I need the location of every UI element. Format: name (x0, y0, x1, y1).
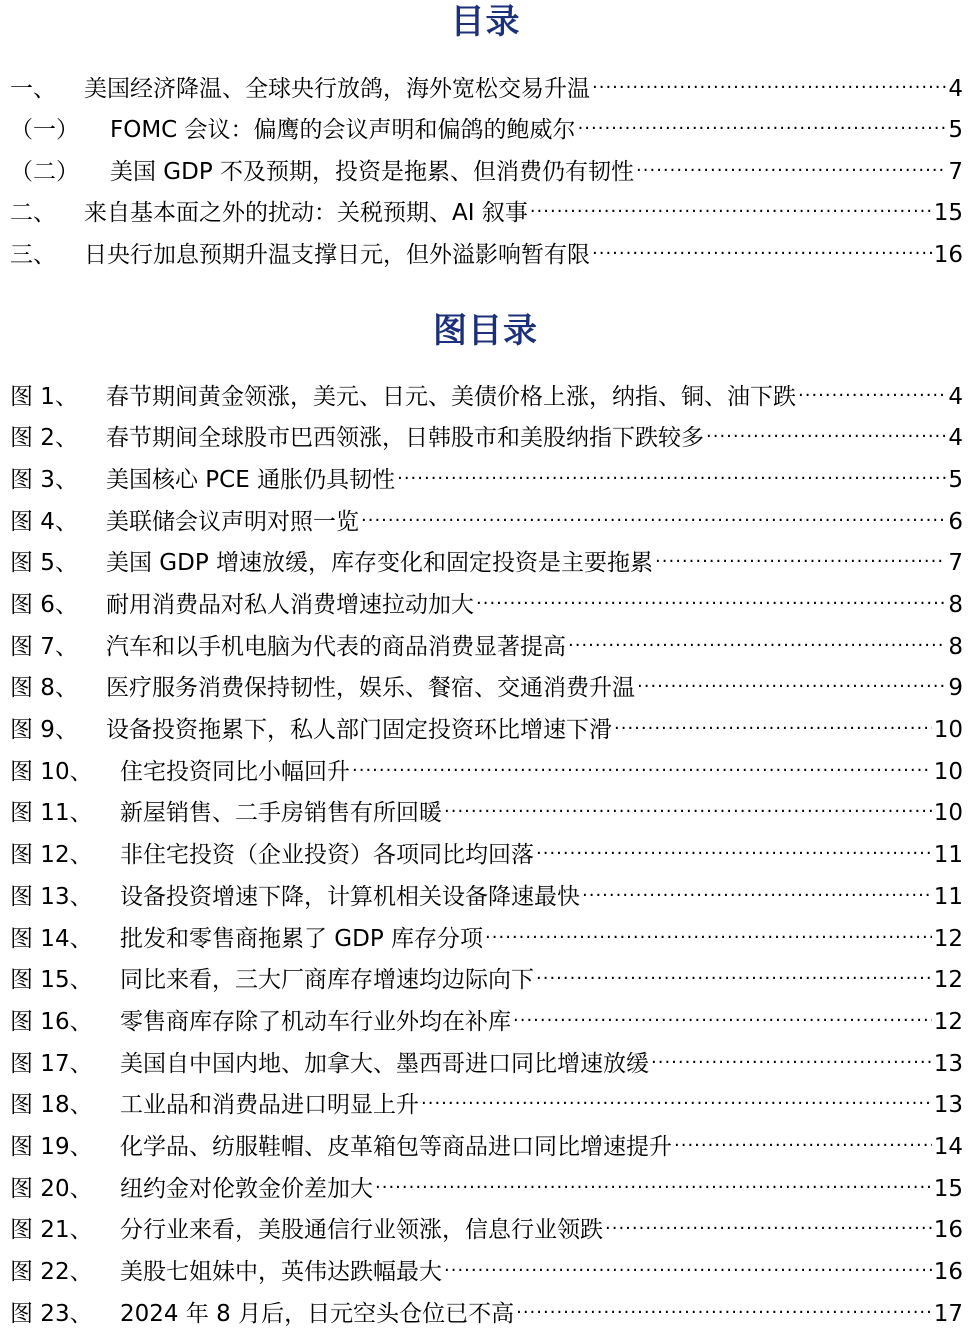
toc-entry-text: FOMC 会议：偏鹰的会议声明和偏鸽的鲍威尔 (110, 117, 576, 144)
toc-entry-text: 美国 GDP 不及预期，投资是拖累、但消费仍有韧性 (110, 158, 635, 185)
dot-leader (637, 654, 946, 696)
figure-entry-page: 16 (933, 1217, 963, 1244)
figure-entry-text: 住宅投资同比小幅回升 (120, 758, 350, 785)
dot-leader (651, 1029, 932, 1071)
figure-entry-text: 化学品、纺服鞋帽、皮革箱包等商品进口同比增速提升 (120, 1133, 672, 1160)
figure-entry-page: 10 (933, 800, 963, 827)
figure-entry-text: 同比来看，三大厂商库存增速均边际向下 (120, 967, 534, 994)
figure-entry-page: 16 (933, 1259, 963, 1286)
dot-leader (444, 779, 932, 821)
figure-list-title: 图目录 (433, 311, 538, 351)
figure-entry-page: 13 (933, 1050, 963, 1077)
dot-leader (513, 987, 932, 1029)
figure-entry-number: 图 23、 (10, 1300, 93, 1327)
toc-entry-text: 美国经济降温、全球央行放鸽，海外宽松交易升温 (84, 75, 590, 102)
figure-entry-page: 10 (933, 717, 963, 744)
figure-entry-text: 耐用消费品对私人消费增速拉动加大 (106, 592, 474, 619)
figure-entry-page: 13 (933, 1092, 963, 1119)
figure-entry-number: 图 22、 (10, 1259, 93, 1286)
figure-entry-text: 美国 GDP 增速放缓，库存变化和固定投资是主要拖累 (106, 550, 654, 577)
toc-entry[interactable] (0, 54, 971, 102)
toc-entry-number: （一） (10, 117, 79, 144)
toc-entry-page: 5 (948, 117, 963, 144)
figure-entry-text: 零售商库存除了机动车行业外均在补库 (120, 1008, 511, 1035)
toc-entry-page: 16 (933, 241, 963, 268)
dot-leader (798, 362, 946, 404)
figure-entry-number: 图 5、 (10, 550, 78, 577)
figure-entry-text: 医疗服务消费保持韧性，娱乐、餐宿、交通消费升温 (106, 675, 635, 702)
figure-entry-page: 11 (933, 842, 963, 869)
figure-entry-number: 图 17、 (10, 1050, 93, 1077)
toc-entry-text: 来自基本面之外的扰动：关税预期、AI 叙事 (84, 200, 528, 227)
figure-entry-number: 图 18、 (10, 1092, 93, 1119)
figure-entry[interactable] (0, 362, 971, 410)
dot-leader (530, 179, 932, 221)
figure-entry-text: 美股七姐妹中，英伟达跌幅最大 (120, 1259, 442, 1286)
toc-entry-page: 7 (948, 158, 963, 185)
figure-entry-page: 12 (933, 925, 963, 952)
dot-leader (568, 612, 946, 654)
figure-entry-text: 分行业来看，美股通信行业领涨，信息行业领跌 (120, 1217, 603, 1244)
figure-entry-page: 15 (933, 1175, 963, 1202)
figure-entry-number: 图 13、 (10, 883, 93, 910)
dot-leader (592, 220, 932, 262)
figure-entry-text: 2024 年 8 月后，日元空头仓位已不高 (120, 1300, 515, 1327)
dot-leader (605, 1196, 932, 1238)
figure-entry-page: 4 (948, 383, 963, 410)
dot-leader (536, 946, 932, 988)
dot-leader (578, 96, 947, 138)
figure-entry-page: 7 (948, 550, 963, 577)
figure-entry-page: 5 (948, 466, 963, 493)
dot-leader (444, 1237, 932, 1279)
figure-entry-number: 图 21、 (10, 1217, 93, 1244)
dot-leader (375, 1154, 932, 1196)
figure-entry-page: 12 (933, 967, 963, 994)
figure-entry-text: 工业品和消费品进口明显上升 (120, 1092, 419, 1119)
toc-entry-number: 一、 (10, 75, 56, 102)
figure-entry-number: 图 7、 (10, 633, 78, 660)
figure-entry-page: 10 (933, 758, 963, 785)
figure-entry-number: 图 20、 (10, 1175, 93, 1202)
figure-entry-page: 11 (933, 883, 963, 910)
figure-entry-page: 17 (933, 1300, 963, 1327)
figure-entry-page: 12 (933, 1008, 963, 1035)
figure-entry-number: 图 16、 (10, 1008, 93, 1035)
toc-list (0, 54, 971, 268)
figure-entry-text: 纽约金对伦敦金价差加大 (120, 1175, 373, 1202)
toc-entry-page: 4 (948, 75, 963, 102)
dot-leader (485, 904, 932, 946)
figure-entry-page: 4 (948, 425, 963, 452)
dot-leader (352, 737, 932, 779)
figure-entry-page: 8 (948, 633, 963, 660)
dot-leader (361, 487, 946, 529)
figure-entry-text: 美国核心 PCE 通胀仍具韧性 (106, 466, 396, 493)
dot-leader (655, 529, 946, 571)
dot-leader (476, 570, 946, 612)
dot-leader (636, 137, 946, 179)
figure-entry-number: 图 4、 (10, 508, 78, 535)
toc-entry-number: 三、 (10, 241, 56, 268)
figure-entry-number: 图 10、 (10, 758, 93, 785)
figure-entry-number: 图 15、 (10, 967, 93, 994)
figure-entry-number: 图 8、 (10, 675, 78, 702)
figure-entry-number: 图 6、 (10, 592, 78, 619)
figure-entry-number: 图 9、 (10, 717, 78, 744)
figure-entry-number: 图 2、 (10, 425, 78, 452)
dot-leader (706, 404, 946, 446)
figure-entry-text: 美联储会议声明对照一览 (106, 508, 359, 535)
figure-entry-text: 批发和零售商拖累了 GDP 库存分项 (120, 925, 484, 952)
figure-entry-page: 14 (933, 1133, 963, 1160)
toc-entry-number: （二） (10, 158, 79, 185)
dot-leader (674, 1112, 932, 1154)
figure-entry-number: 图 1、 (10, 383, 78, 410)
figure-entry-text: 新屋销售、二手房销售有所回暖 (120, 800, 442, 827)
dot-leader (582, 862, 932, 904)
figure-list (0, 362, 971, 1327)
toc-title: 目录 (450, 2, 521, 42)
dot-leader (536, 821, 932, 863)
figure-entry-text: 非住宅投资（企业投资）各项同比均回落 (120, 842, 534, 869)
dot-leader (592, 54, 946, 96)
dot-leader (516, 1279, 932, 1321)
figure-entry-page: 8 (948, 592, 963, 619)
figure-entry-number: 图 11、 (10, 800, 93, 827)
figure-entry-number: 图 12、 (10, 842, 93, 869)
toc-entry-text: 日央行加息预期升温支撑日元，但外溢影响暂有限 (84, 241, 590, 268)
figure-entry-number: 图 3、 (10, 466, 78, 493)
figure-entry-page: 9 (948, 675, 963, 702)
toc-entry-page: 15 (933, 200, 963, 227)
dot-leader (421, 1071, 932, 1113)
figure-entry-number: 图 19、 (10, 1133, 93, 1160)
figure-entry-number: 图 14、 (10, 925, 93, 952)
figure-entry-text: 春节期间全球股市巴西领涨，日韩股市和美股纳指下跌较多 (106, 425, 704, 452)
figure-entry-page: 6 (948, 508, 963, 535)
figure-entry-text: 设备投资拖累下，私人部门固定投资环比增速下滑 (106, 717, 612, 744)
figure-entry-text: 设备投资增速下降，计算机相关设备降速最快 (120, 883, 580, 910)
figure-entry-text: 春节期间黄金领涨，美元、日元、美债价格上涨，纳指、铜、油下跌 (106, 383, 796, 410)
toc-entry-number: 二、 (10, 200, 56, 227)
figure-entry-text: 美国自中国内地、加拿大、墨西哥进口同比增速放缓 (120, 1050, 649, 1077)
dot-leader (397, 445, 946, 487)
figure-entry-text: 汽车和以手机电脑为代表的商品消费显著提高 (106, 633, 566, 660)
dot-leader (614, 696, 932, 738)
